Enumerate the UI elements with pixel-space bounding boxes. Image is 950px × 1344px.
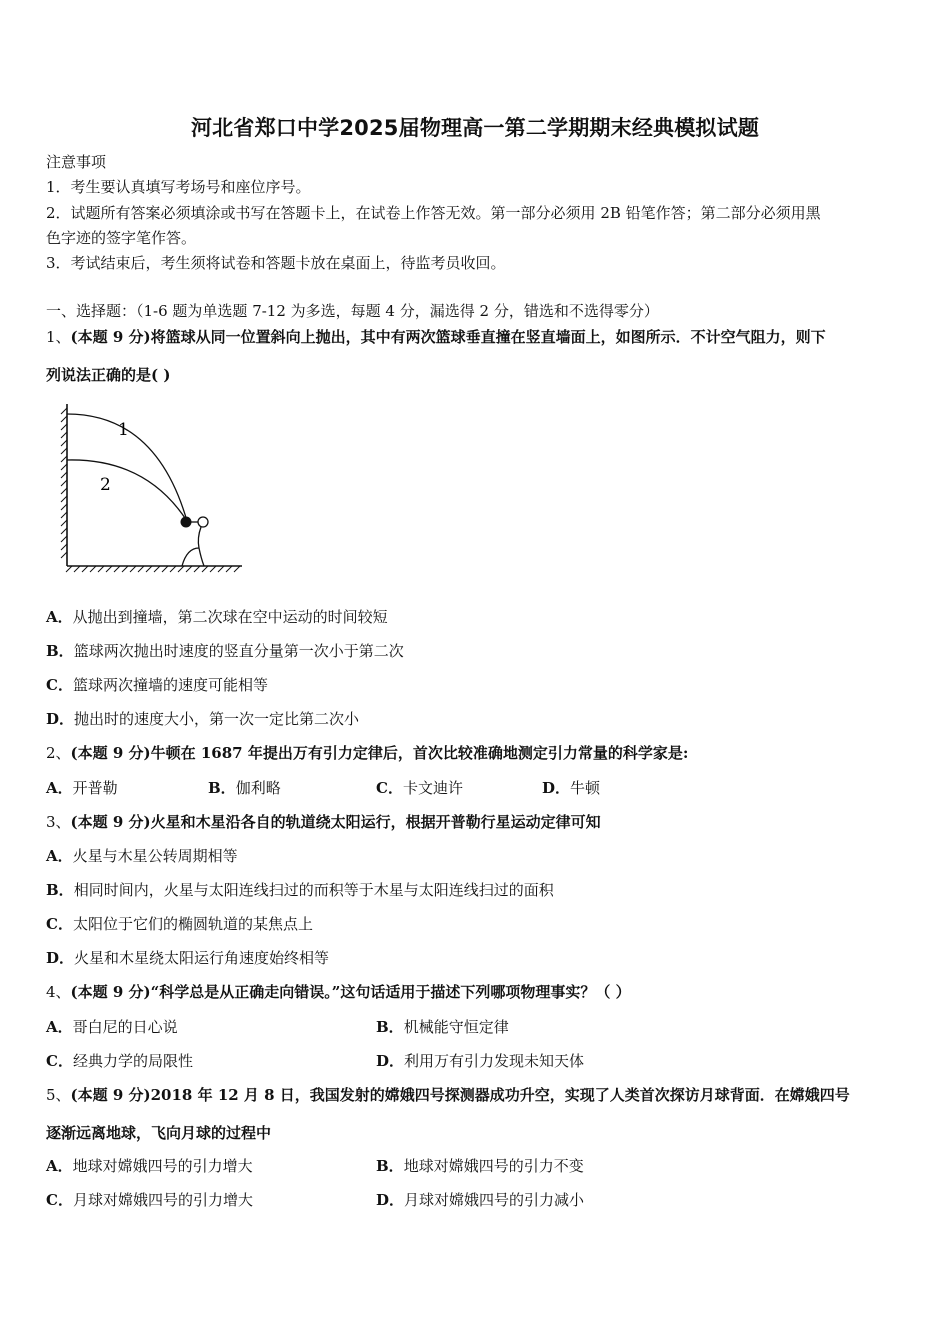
option-key: C． xyxy=(46,1191,73,1209)
option-a xyxy=(46,846,238,866)
option-key: A． xyxy=(46,779,73,797)
notice-item: 2．试题所有答案必须填涂或书写在答题卡上，在试卷上作答无效。第一部分必须用 2B 铅笔作答；第二部分必须用黑 xyxy=(46,204,821,222)
option-text: 火星与木星公转周期相等 xyxy=(72,847,238,865)
option-c xyxy=(376,778,463,798)
option-b xyxy=(376,1017,509,1037)
option-key: B． xyxy=(46,642,74,660)
wall-hatching xyxy=(61,408,67,558)
option-text: 利用万有引力发现未知天体 xyxy=(404,1052,585,1070)
option-key: A． xyxy=(46,1018,73,1036)
option-text: 月球对嫦娥四号的引力减小 xyxy=(404,1191,585,1209)
option-key: C． xyxy=(46,915,73,933)
question-score: (本题 9 分) xyxy=(70,328,151,346)
option-text: 月球对嫦娥四号的引力增大 xyxy=(72,1191,253,1209)
question-3 xyxy=(46,812,601,832)
notice-item: 色字迹的签字笔作答。 xyxy=(46,229,197,247)
question-1 xyxy=(46,327,826,347)
option-d xyxy=(46,948,329,968)
question-text: 2018 年 12 月 8 日，我国发射的嫦娥四号探测器成功升空，实现了人类首次探访月球背面．在嫦娥四号 xyxy=(150,1086,850,1104)
option-key: A． xyxy=(46,1157,73,1175)
question-text-cont: 列说法正确的是( ) xyxy=(46,366,171,384)
option-text: 从抛出到撞墙，第二次球在空中运动的时间较短 xyxy=(72,608,388,626)
trajectory-label-1: 1 xyxy=(118,420,129,440)
notice-item: 1．考生要认真填写考场号和座位序号。 xyxy=(46,178,311,196)
question-text: 火星和木星沿各自的轨道绕太阳运行，根据开普勒行星运动定律可知 xyxy=(150,813,601,831)
option-key: B． xyxy=(46,881,74,899)
option-c xyxy=(46,675,268,695)
option-text: 篮球两次撞墙的速度可能相等 xyxy=(72,676,268,694)
option-b xyxy=(208,778,281,798)
question-text: 将篮球从同一位置斜向上抛出，其中有两次篮球垂直撞在竖直墙面上，如图所示．不计空气阻力，则下 xyxy=(150,328,826,346)
question-2 xyxy=(46,743,688,763)
option-a xyxy=(46,1017,178,1037)
option-text: 开普勒 xyxy=(72,779,118,797)
option-key: B． xyxy=(376,1157,404,1175)
question-score: (本题 9 分) xyxy=(70,744,151,762)
question-score: (本题 9 分) xyxy=(70,983,151,1001)
option-key: D． xyxy=(542,779,571,797)
trajectory-2 xyxy=(67,460,187,521)
option-text: 机械能守恒定律 xyxy=(403,1018,509,1036)
option-key: D． xyxy=(46,710,75,728)
question-text: “科学总是从正确走向错误。”这句话适用于描述下列哪项物理事实？（ ） xyxy=(150,983,631,1001)
question-number: 4、 xyxy=(46,983,71,1001)
option-key: D． xyxy=(46,949,75,967)
option-d xyxy=(46,709,359,729)
question-number: 5、 xyxy=(46,1086,71,1104)
ground-hatching xyxy=(66,566,240,572)
trajectory-label-2: 2 xyxy=(100,475,111,495)
option-key: A． xyxy=(46,847,73,865)
option-key: C． xyxy=(46,1052,73,1070)
question-text-cont: 逐渐远离地球，飞向月球的过程中 xyxy=(46,1124,272,1142)
basketball-icon xyxy=(181,517,192,528)
option-text: 地球对嫦娥四号的引力不变 xyxy=(403,1157,584,1175)
option-text: 地球对嫦娥四号的引力增大 xyxy=(72,1157,253,1175)
option-text: 卡文迪许 xyxy=(402,779,463,797)
option-b xyxy=(376,1156,584,1176)
option-text: 经典力学的局限性 xyxy=(72,1052,193,1070)
option-key: C． xyxy=(46,676,73,694)
option-c xyxy=(46,1190,253,1210)
option-c xyxy=(46,914,313,934)
option-text: 相同时间内，火星与太阳连线扫过的而积等于木星与太阳连线扫过的面积 xyxy=(73,881,554,899)
question-score: (本题 9 分) xyxy=(70,1086,151,1104)
notice-item: 3．考试结束后，考生须将试卷和答题卡放在桌面上，待监考员收回。 xyxy=(46,254,506,272)
question-score: (本题 9 分) xyxy=(70,813,151,831)
person-head-icon xyxy=(198,517,208,527)
person-body-icon xyxy=(198,527,204,566)
question-text: 牛顿在 1687 年提出万有引力定律后，首次比较准确地测定引力常量的科学家是: xyxy=(150,744,689,762)
option-b xyxy=(46,641,404,661)
option-b xyxy=(46,880,554,900)
option-key: A． xyxy=(46,608,73,626)
basketball-wall-figure xyxy=(56,402,246,574)
option-a xyxy=(46,1156,253,1176)
option-key: D． xyxy=(376,1191,405,1209)
question-number: 2、 xyxy=(46,744,71,762)
page-title: 河北省郑口中学2025届物理高一第二学期期末经典模拟试题 xyxy=(190,116,760,140)
option-d xyxy=(376,1190,584,1210)
option-d xyxy=(376,1051,584,1071)
option-text: 伽利略 xyxy=(235,779,281,797)
question-number: 3、 xyxy=(46,813,71,831)
option-a xyxy=(46,778,118,798)
option-text: 篮球两次抛出时速度的竖直分量第一次小于第二次 xyxy=(73,642,404,660)
question-4 xyxy=(46,982,631,1002)
option-text: 牛顿 xyxy=(570,779,601,797)
option-text: 哥白尼的日心说 xyxy=(72,1018,178,1036)
option-key: B． xyxy=(376,1018,404,1036)
section-heading: 一、选择题：（1-6 题为单选题 7-12 为多选，每题 4 分，漏选得 2 分，错选和不选得零分） xyxy=(46,302,659,320)
question-5 xyxy=(46,1085,850,1105)
option-text: 火星和木星绕太阳运行角速度始终相等 xyxy=(74,949,330,967)
option-text: 太阳位于它们的椭圆轨道的某焦点上 xyxy=(72,915,313,933)
question-number: 1、 xyxy=(46,328,71,346)
option-text: 抛出时的速度大小，第一次一定比第二次小 xyxy=(74,710,360,728)
option-key: B． xyxy=(208,779,236,797)
option-d xyxy=(542,778,600,798)
option-key: C． xyxy=(376,779,403,797)
option-a xyxy=(46,607,388,627)
option-key: D． xyxy=(376,1052,405,1070)
notice-heading: 注意事项 xyxy=(46,153,107,171)
option-c xyxy=(46,1051,193,1071)
